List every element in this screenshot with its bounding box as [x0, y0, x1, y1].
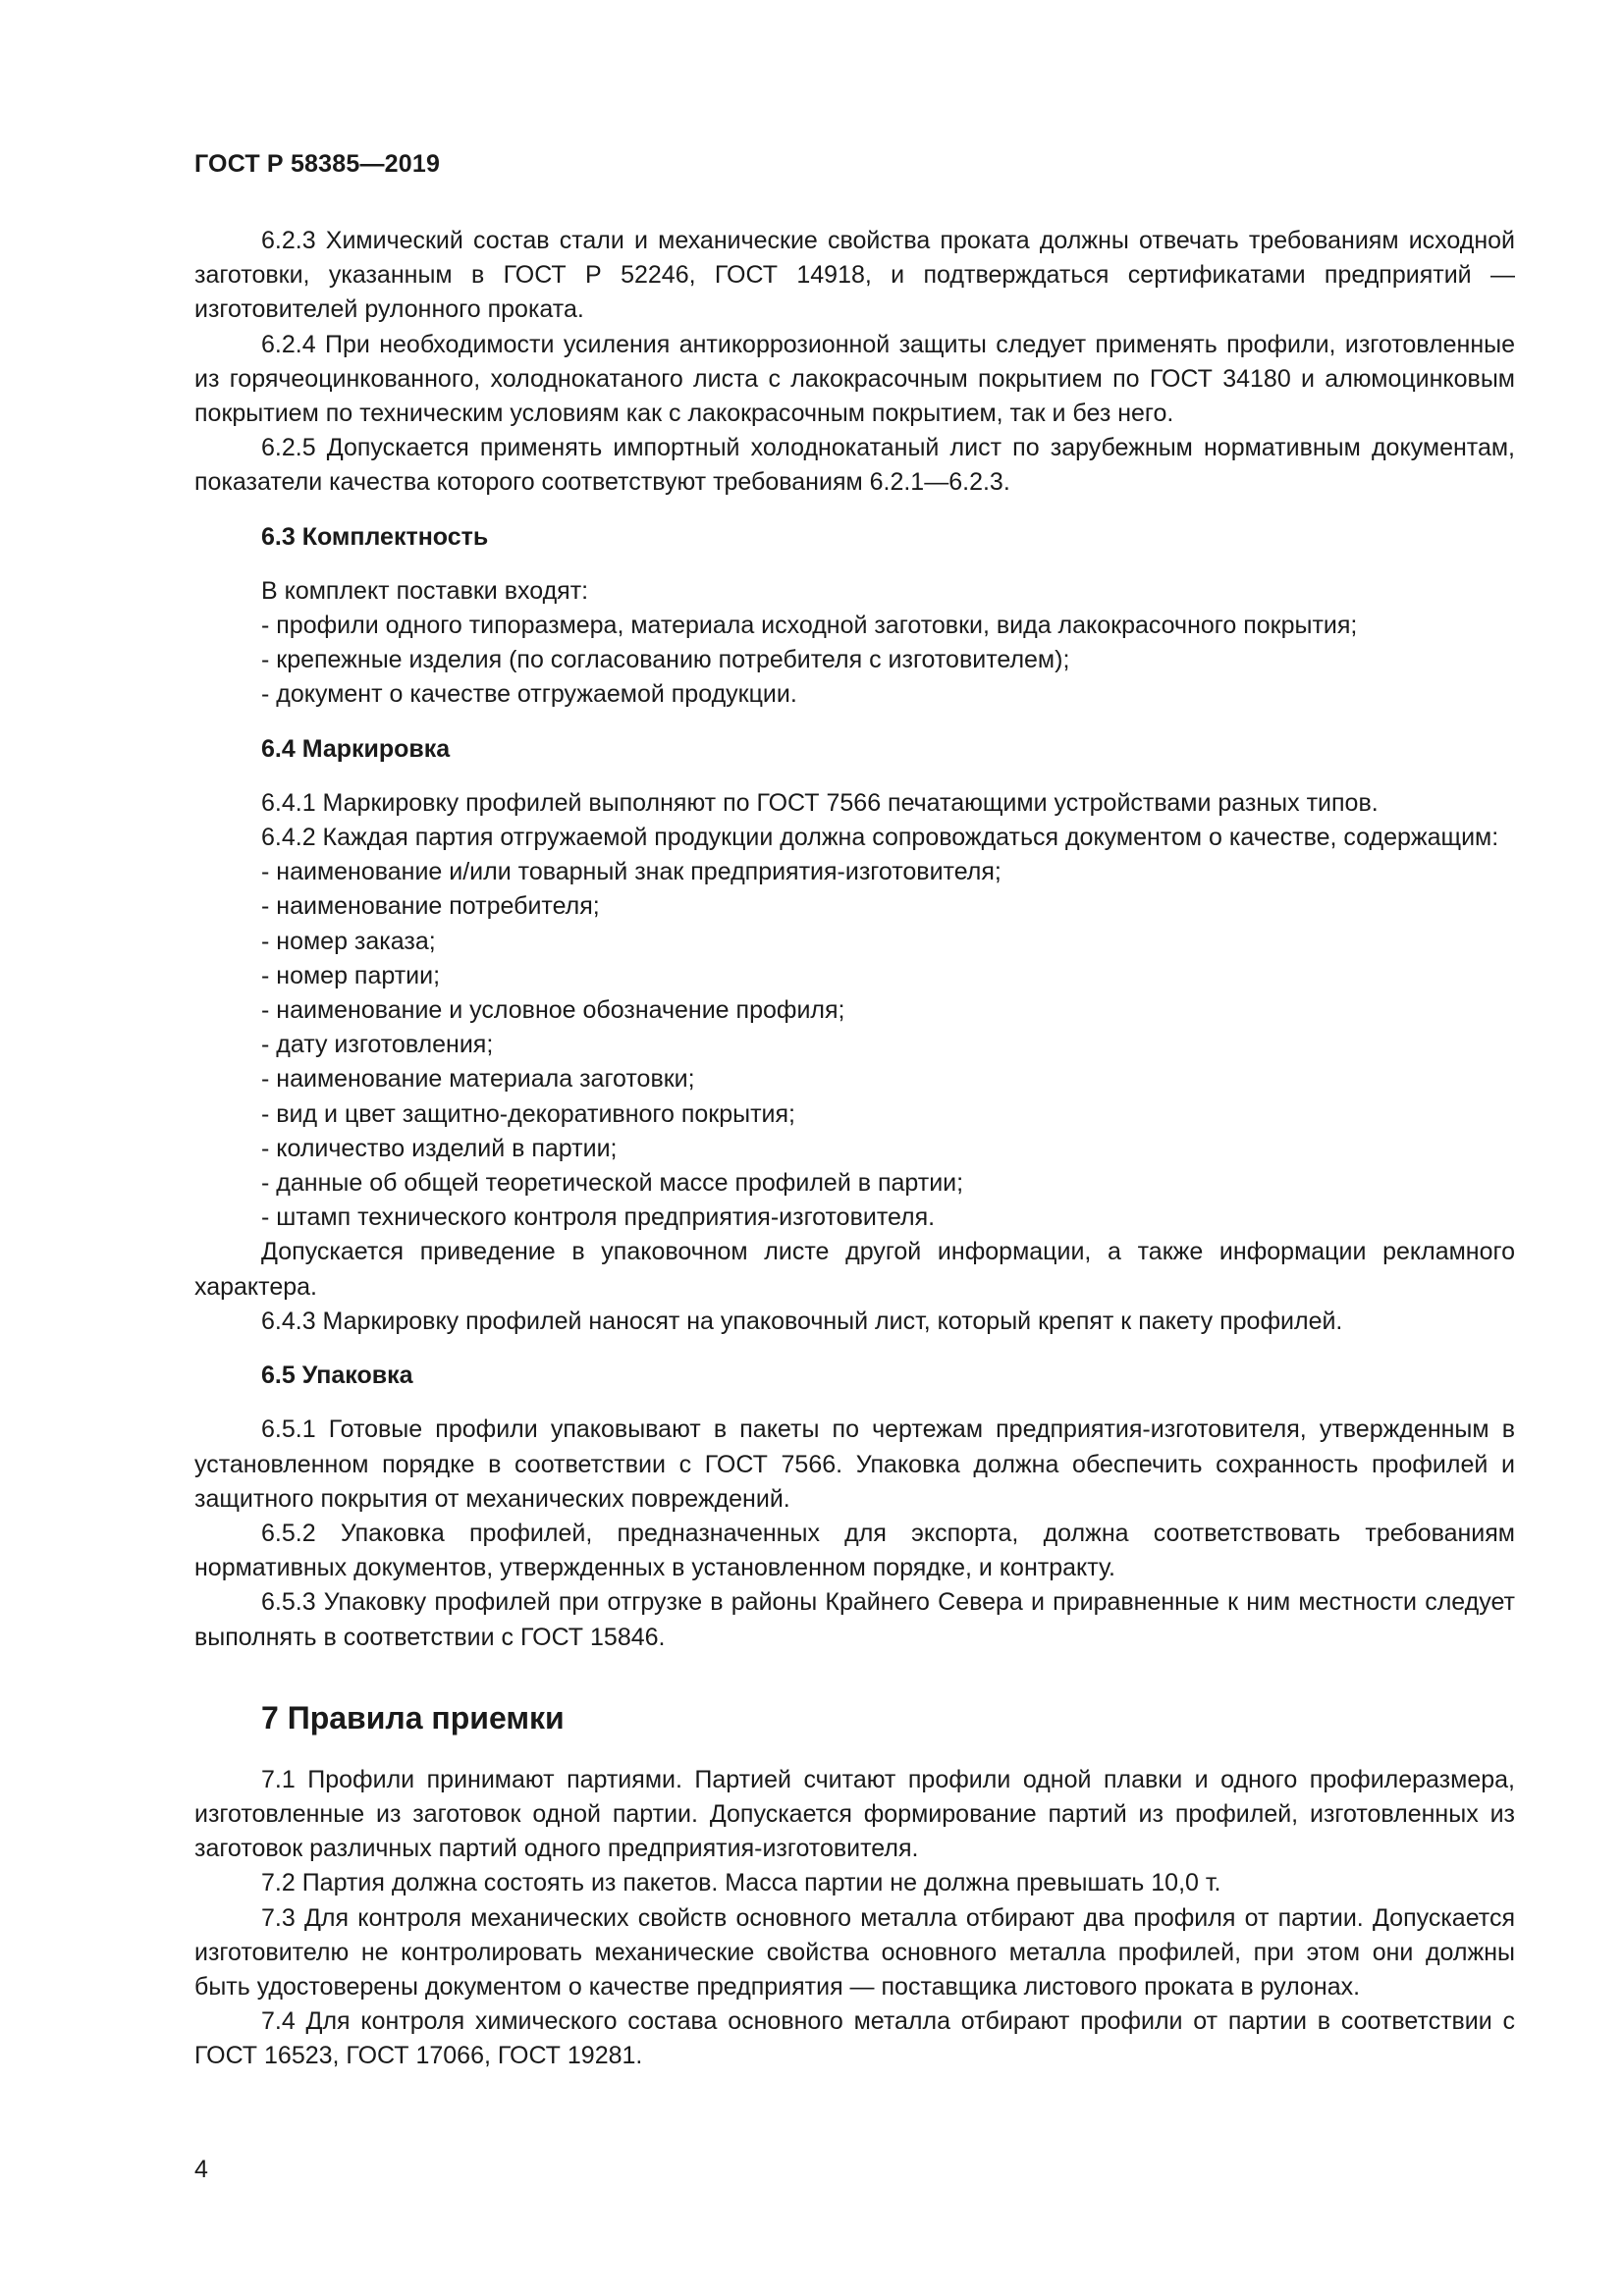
paragraph-7-3: 7.3 Для контроля механических свойств основного металла отбирают два профиля от партии. Допускается изготовителю не контролировать механические свойства основного металла профилей, при этом они должны быть удостоверены документом о качестве предприятия — поставщика листового проката в рулонах. [194, 1903, 1515, 2001]
paragraph-6-5-1: 6.5.1 Готовые профили упаковывают в пакеты по чертежам предприятия-изготовителя, утвержденным в установленном порядке в соответствии с ГОСТ 7566. Упаковка должна обеспечить сохранность профилей и защитного покрытия от механических повреждений. [194, 1415, 1515, 1513]
list-item: - наименование и/или товарный знак предприятия-изготовителя; [261, 858, 1001, 886]
list-item: - профили одного типоразмера, материала исходной заготовки, вида лакокрасочного покрытия; [261, 612, 1358, 640]
list-item: - наименование и условное обозначение профиля; [261, 996, 845, 1025]
list-item: - номер заказа; [261, 927, 436, 955]
heading-6-4: 6.4 Маркировка [261, 734, 451, 763]
paragraph-6-3-intro: В комплект поставки входят: [261, 576, 589, 605]
list-item: - штамп технического контроля предприятия-изготовителя. [261, 1203, 936, 1232]
list-item: - наименование материала заготовки; [261, 1065, 695, 1094]
paragraph-6-4-2-note: Допускается приведение в упаковочном листе другой информации, а также информации рекламного характера. [194, 1238, 1515, 1301]
paragraph-6-4-2: 6.4.2 Каждая партия отгружаемой продукции должна сопровождаться документом о качестве, содержащим: [261, 824, 1499, 852]
list-item: - данные об общей теоретической массе профилей в партии; [261, 1169, 964, 1198]
list-item: - дату изготовления; [261, 1031, 494, 1059]
list-item: - документ о качестве отгружаемой продукции. [261, 680, 797, 709]
list-item: - наименование потребителя; [261, 892, 600, 921]
list-item: - номер партии; [261, 961, 441, 989]
paragraph-6-4-3: 6.4.3 Маркировку профилей наносят на упаковочный лист, который крепят к пакету профилей. [261, 1307, 1343, 1335]
heading-6-5: 6.5 Упаковка [261, 1362, 413, 1390]
heading-section-7: 7 Правила приемки [261, 1699, 565, 1735]
document-header: ГОСТ Р 58385—2019 [194, 150, 441, 178]
paragraph-7-2: 7.2 Партия должна состоять из пакетов. Масса партии не должна превышать 10,0 т. [261, 1869, 1221, 1897]
paragraph-6-5-3: 6.5.3 Упаковку профилей при отгрузке в районы Крайнего Севера и приравненные к ним местности следует выполнять в соответствии с ГОСТ 15846. [194, 1588, 1515, 1651]
list-item: - крепежные изделия (по согласованию потребителя с изготовителем); [261, 646, 1070, 674]
paragraph-6-5-2: 6.5.2 Упаковка профилей, предназначенных для экспорта, должна соответствовать требованиям нормативных документов, утвержденных в установленном порядке, и контракту. [194, 1519, 1515, 1582]
list-item: - количество изделий в партии; [261, 1134, 618, 1162]
page-number: 4 [194, 2156, 208, 2183]
paragraph-7-1: 7.1 Профили принимают партиями. Партией считают профили одной плавки и одного профилеразмера, изготовленные из заготовок одной партии. Допускается формирование партий из профилей, изготовленных из заготовок различных партий одного предприятия-изготовителя. [194, 1765, 1515, 1863]
paragraph-6-2-4: 6.2.4 При необходимости усиления антикоррозионной защиты следует применять профили, изготовленные из горячеоцинкованного, холоднокатаного листа с лакокрасочным покрытием по ГОСТ 34180 и алюмоцинковым покрытием по техническим условиям как с лакокрасочным покрытием, так и без него. [194, 330, 1515, 428]
heading-6-3: 6.3 Комплектность [261, 522, 489, 551]
list-item: - вид и цвет защитно-декоративного покрытия; [261, 1099, 795, 1128]
document-body [194, 224, 1515, 2074]
paragraph-7-4: 7.4 Для контроля химического состава основного металла отбирают профили от партии в соответствии с ГОСТ 16523, ГОСТ 17066, ГОСТ 19281. [194, 2007, 1515, 2070]
paragraph-6-4-1: 6.4.1 Маркировку профилей выполняют по ГОСТ 7566 печатающими устройствами разных типов. [261, 788, 1379, 817]
paragraph-6-2-3: 6.2.3 Химический состав стали и механические свойства проката должны отвечать требованиям исходной заготовки, указанным в ГОСТ Р 52246, ГОСТ 14918, и подтверждаться сертификатами предприятий — изготовителей рулонного проката. [194, 227, 1515, 324]
paragraph-6-2-5: 6.2.5 Допускается применять импортный холоднокатаный лист по зарубежным нормативным документам, показатели качества которого соответствуют требованиям 6.2.1—6.2.3. [194, 434, 1515, 497]
